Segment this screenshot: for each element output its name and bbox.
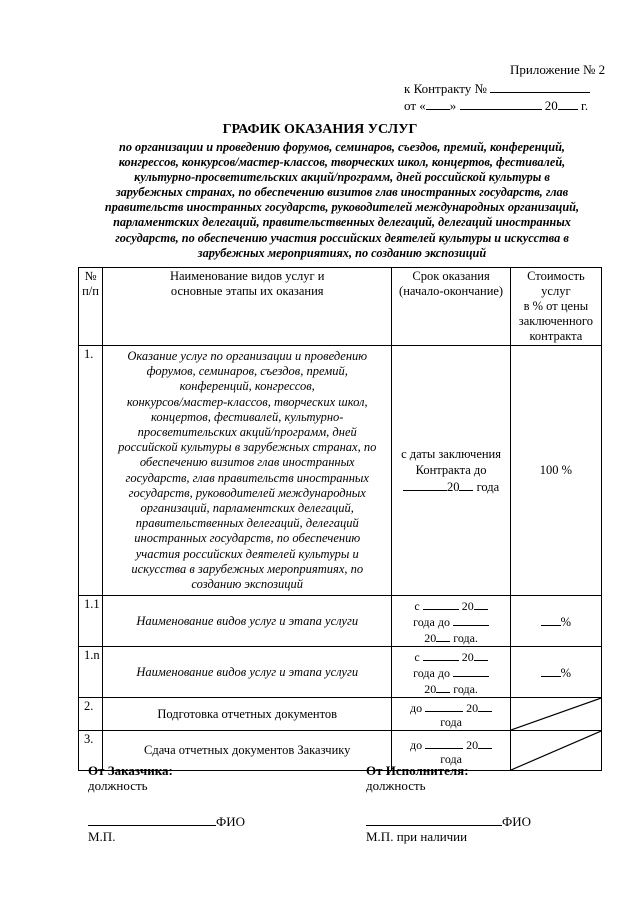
appendix-label: Приложение № 2 xyxy=(510,62,606,77)
row-service-name: Сдача отчетных документов Заказчику xyxy=(103,731,392,771)
executor-signature-block xyxy=(366,763,531,844)
header-cost-line: услуг xyxy=(541,284,571,298)
service-name-line: иностранных государств, по обеспечению xyxy=(134,531,361,546)
contract-date-line xyxy=(404,97,588,113)
term-line: Контракта до xyxy=(415,463,487,478)
customer-fio: ФИО xyxy=(216,814,246,829)
header-cost-line: заключенного xyxy=(518,314,593,328)
table-row xyxy=(79,698,602,731)
row-cost-crossed xyxy=(510,698,601,731)
month-blank xyxy=(460,97,542,110)
service-name-line: концертов, фестивалей, культурно- xyxy=(151,409,344,424)
service-name-line: Оказание услуг по организации и проведению xyxy=(127,349,368,363)
document-title: ГРАФИК ОКАЗАНИЯ УСЛУГ xyxy=(222,122,418,137)
service-name-line: организаций, парламентских делегаций, xyxy=(140,501,354,516)
header-num-line: п/п xyxy=(82,284,99,298)
term-year: 20 xyxy=(461,599,474,614)
term-year: 20 xyxy=(461,650,474,665)
term-blank xyxy=(478,736,492,749)
term-line xyxy=(395,613,506,629)
table-row xyxy=(79,346,602,596)
service-name-line: правительственных делегаций, делегаций xyxy=(135,516,359,531)
term-line xyxy=(395,680,506,696)
term-line xyxy=(395,664,506,680)
service-name-line: конкурсов/мастер-классов, творческих школ, xyxy=(126,394,368,409)
header-name-line: основные этапы их оказания xyxy=(170,284,324,298)
subtitle-line: государств, по обеспечению участия российских деятелей культуры и искусства в xyxy=(115,230,569,245)
day-blank xyxy=(426,97,450,110)
row-num: 2. xyxy=(79,698,103,731)
row-service-name xyxy=(103,346,392,596)
date-from: от « xyxy=(404,98,426,113)
term-blank xyxy=(423,597,459,610)
executor-label: От Исполнителя: xyxy=(366,763,469,778)
customer-fio-line xyxy=(88,812,245,829)
subtitle-line: культурно-просветительских акций/программ, дней российской культуры в xyxy=(134,170,550,185)
subtitle-line: парламентских делегаций, правительственных делегаций, делегаций иностранных xyxy=(113,215,571,230)
header-term-line: Срок оказания xyxy=(412,269,490,283)
year-prefix: 20 xyxy=(544,98,558,113)
term-blank xyxy=(453,613,489,626)
diagonal-strike xyxy=(511,698,601,730)
term-blank xyxy=(425,736,463,749)
cost-percent: % xyxy=(560,665,572,680)
date-close: » xyxy=(449,98,457,113)
customer-signature-block xyxy=(88,763,245,844)
subtitle-line: зарубежных мероприятиях, по созданию экспозиций xyxy=(197,245,487,260)
header-num-line: № xyxy=(84,269,97,283)
executor-position: должность xyxy=(366,778,426,793)
row-service-name: Наименование видов услуг и этапа услуги xyxy=(103,596,392,647)
row-cost xyxy=(510,647,601,698)
header-cost-line: контракта xyxy=(529,329,583,343)
term-from: с xyxy=(414,650,420,665)
term-year-word: года xyxy=(440,751,462,766)
service-name-line: участия российских деятелей культуры и xyxy=(135,546,359,561)
document-subtitle xyxy=(92,140,592,261)
contract-prefix: к Контракту № xyxy=(404,81,487,96)
term-year: 20 xyxy=(446,480,460,495)
row-service-name: Подготовка отчетных документов xyxy=(103,698,392,731)
row-num: 1.n xyxy=(79,647,103,698)
cost-blank xyxy=(541,664,561,677)
subtitle-line: по организации и проведению форумов, семинаров, съездов, премий, конференций, xyxy=(118,140,565,154)
term-line xyxy=(395,629,506,645)
term-from: с xyxy=(414,599,420,614)
term-blank xyxy=(436,680,450,693)
header-name-line: Наименование видов услуг и xyxy=(169,269,325,283)
cost-blank xyxy=(541,613,561,626)
term-line xyxy=(395,699,506,715)
table-header-row xyxy=(79,268,602,346)
header-cost-line: Стоимость xyxy=(527,269,585,283)
term-blank xyxy=(474,648,488,661)
row-service-name: Наименование видов услуг и этапа услуги xyxy=(103,647,392,698)
executor-signature-blank xyxy=(366,812,502,826)
service-name-line: форумов, семинаров, съездов, премий, xyxy=(146,364,348,379)
service-name-line: государств, глав правительств иностранных xyxy=(125,470,369,485)
services-schedule-table xyxy=(78,267,602,771)
header-name xyxy=(103,268,392,346)
customer-stamp: М.П. xyxy=(88,829,116,844)
table-row xyxy=(79,647,602,698)
term-line xyxy=(395,648,506,664)
row-term xyxy=(392,647,510,698)
subtitle-line: конгрессов, конкурсов/мастер-классов, творческих школ, концертов, фестивалей, xyxy=(118,155,566,170)
header-num xyxy=(79,268,103,346)
term-line xyxy=(395,597,506,613)
header-term-line: (начало-окончание) xyxy=(399,284,504,298)
row-num: 1.1 xyxy=(79,596,103,647)
term-to: до xyxy=(410,701,423,716)
term-blank xyxy=(423,648,459,661)
year-suffix: г. xyxy=(581,98,589,113)
executor-stamp: М.П. при наличии xyxy=(366,829,468,844)
row-term xyxy=(392,698,510,731)
row-term xyxy=(392,346,510,596)
service-name-line: российской культуры в зарубежных странах, по xyxy=(118,440,377,455)
executor-fio: ФИО xyxy=(502,814,532,829)
term-blank xyxy=(478,699,492,712)
contract-number-line xyxy=(404,80,590,96)
term-blank xyxy=(403,478,447,491)
term-blank xyxy=(425,699,463,712)
term-blank xyxy=(436,629,450,642)
term-year: 20 xyxy=(424,631,437,646)
customer-position: должность xyxy=(88,778,148,793)
term-blank xyxy=(453,664,489,677)
year-blank xyxy=(558,97,578,110)
term-blank xyxy=(474,597,488,610)
term-year-word: года. xyxy=(453,631,478,646)
term-to: года до xyxy=(413,615,450,630)
row-cost: 100 % xyxy=(510,346,601,596)
term-year-line xyxy=(395,478,506,495)
term-year: 20 xyxy=(424,682,437,697)
customer-signature-blank xyxy=(88,812,216,826)
term-year-word: года xyxy=(440,715,462,730)
header-cost-line: в % от цены xyxy=(523,299,589,313)
row-cost xyxy=(510,596,601,647)
customer-label: От Заказчика: xyxy=(88,763,173,778)
cost-percent: % xyxy=(560,614,572,629)
service-name-line: искусства в зарубежных мероприятиях, по xyxy=(131,561,364,576)
term-to: до xyxy=(410,737,423,752)
term-year-word: года. xyxy=(453,682,478,697)
row-term xyxy=(392,596,510,647)
contract-number-blank xyxy=(490,80,590,93)
executor-fio-line xyxy=(366,812,531,829)
service-name-line: государств, руководителей международных xyxy=(128,485,366,500)
row-num: 3. xyxy=(79,731,103,771)
table-row xyxy=(79,596,602,647)
subtitle-line: правительств иностранных государств, руководителей международных организаций, xyxy=(104,200,580,215)
service-name-line: созданию экспозиций xyxy=(191,577,304,592)
row-num: 1. xyxy=(79,346,103,596)
term-year: 20 xyxy=(466,737,479,752)
term-blank xyxy=(459,478,473,491)
term-line xyxy=(395,736,506,752)
header-term xyxy=(392,268,510,346)
subtitle-line: зарубежных странах, по обеспечению визитов глав иностранных государств, глав xyxy=(115,185,569,200)
term-to: года до xyxy=(413,666,450,681)
service-name-line: просветительских акций/программ, дней xyxy=(137,425,357,440)
service-name-line: конференций, конгрессов, xyxy=(179,379,315,394)
term-year-word: года xyxy=(476,480,500,495)
service-name-line: обеспечению визитов глав иностранных xyxy=(139,455,355,470)
term-year: 20 xyxy=(466,701,479,716)
header-cost xyxy=(510,268,601,346)
term-line: с даты заключения xyxy=(401,447,501,462)
